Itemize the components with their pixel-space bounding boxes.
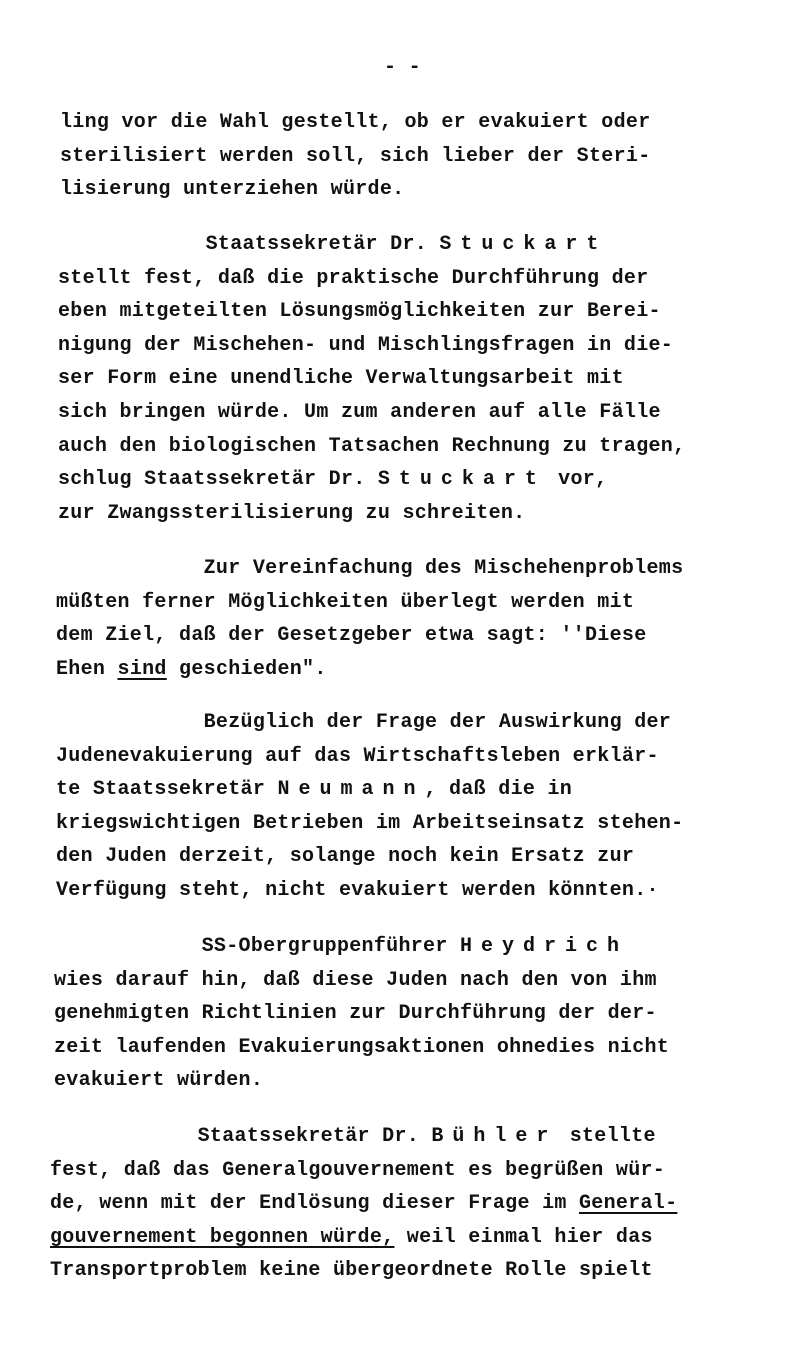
- paragraph-mixed-marriage-simplification: [56, 552, 683, 686]
- text-line: den Juden derzeit, solange noch kein Ersatz zur: [56, 845, 635, 869]
- text-line: sich bringen würde. Um zum anderen auf alle Fälle: [58, 400, 661, 424]
- text-line: [50, 1221, 677, 1255]
- text-line: müßten ferner Möglichkeiten überlegt werden mit: [56, 590, 635, 614]
- text-segment: Staatssekretär Dr.: [50, 1125, 432, 1148]
- text-line: zeit laufenden Evakuierungsaktionen ohnedies nicht: [54, 1035, 670, 1059]
- text-segment: weil einmal hier das: [394, 1225, 653, 1249]
- text-line: [50, 1120, 677, 1154]
- paragraph-heydrich-statement: [54, 930, 669, 1098]
- text-line: genehmigten Richtlinien zur Durchführung der der-: [54, 1002, 657, 1026]
- text-line: ser Form eine unendliche Verwaltungsarbeit mit: [58, 367, 624, 391]
- text-line: stellt fest, daß die praktische Durchführung der: [58, 266, 649, 290]
- text-segment: stellte: [557, 1125, 656, 1148]
- text-line: evakuiert würden.: [54, 1069, 264, 1093]
- text-line: Transportproblem keine übergeordnete Rolle spielt: [50, 1259, 653, 1283]
- text-line: [54, 930, 669, 964]
- text-line: [58, 228, 685, 262]
- text-line: [56, 653, 683, 687]
- underlined-text: General-: [578, 1192, 678, 1216]
- text-segment: , daß die in: [424, 778, 573, 802]
- text-line: sterilisiert werden soll, sich lieber der Steri-: [60, 144, 651, 168]
- speaker-name-stuckart: Stuckart: [439, 233, 608, 256]
- text-line: dem Ziel, daß der Gesetzgeber etwa sagt: ''Diese: [56, 624, 647, 648]
- speaker-name-neumann: Neumann: [277, 778, 425, 802]
- text-line: nigung der Mischehen- und Mischlingsfragen in die-: [58, 333, 674, 357]
- text-line: kriegswichtigen Betrieben im Arbeitseinsatz stehen-: [56, 811, 684, 835]
- text-segment: vor,: [545, 468, 608, 492]
- paragraph-sterilization-choice: [60, 106, 651, 207]
- text-line: [56, 773, 683, 807]
- speaker-name-buehler: Bühler: [431, 1125, 558, 1148]
- speaker-name-stuckart: Stuckart: [377, 468, 546, 492]
- paragraph-buehler-statement: [50, 1120, 677, 1288]
- text-segment: geschieden".: [166, 657, 327, 681]
- text-line: auch den biologischen Tatsachen Rechnung zu tragen,: [58, 434, 686, 458]
- text-segment: Staatssekretär Dr.: [58, 233, 440, 256]
- text-line: [58, 463, 685, 497]
- text-line: wies darauf hin, daß diese Juden nach den von ihm: [54, 968, 657, 992]
- text-segment: de, wenn mit der Endlösung dieser Frage im: [50, 1192, 579, 1216]
- page-number-marker: - -: [384, 56, 421, 79]
- text-segment: Ehen: [56, 657, 118, 681]
- underlined-text: sind: [117, 657, 167, 681]
- text-line: Verfügung steht, nicht evakuiert werden könnten.·: [56, 878, 659, 902]
- text-line: Judenevakuierung auf das Wirtschaftsleben erklär-: [56, 744, 659, 768]
- text-segment: schlug Staatssekretär Dr.: [58, 468, 378, 492]
- text-line: Zur Vereinfachung des Mischehenproblems: [56, 557, 684, 580]
- speaker-name-heydrich: Heydrich: [459, 935, 628, 958]
- underlined-text: gouvernement begonnen würde,: [50, 1225, 395, 1249]
- text-line: ling vor die Wahl gestellt, ob er evakuiert oder: [60, 111, 651, 134]
- text-line: eben mitgeteilten Lösungsmöglichkeiten zur Berei-: [58, 300, 661, 324]
- text-line: Bezüglich der Frage der Auswirkung der: [56, 711, 672, 734]
- paragraph-stuckart-statement: [58, 228, 685, 530]
- text-line: lisierung unterziehen würde.: [60, 178, 405, 202]
- paragraph-neumann-statement: [56, 706, 683, 908]
- text-segment: te Staatssekretär: [56, 778, 278, 802]
- text-line: zur Zwangssterilisierung zu schreiten.: [58, 501, 526, 525]
- text-line: [50, 1187, 677, 1221]
- text-segment: SS-Obergruppenführer: [54, 935, 460, 958]
- text-line: fest, daß das Generalgouvernement es begrüßen wür-: [50, 1158, 666, 1182]
